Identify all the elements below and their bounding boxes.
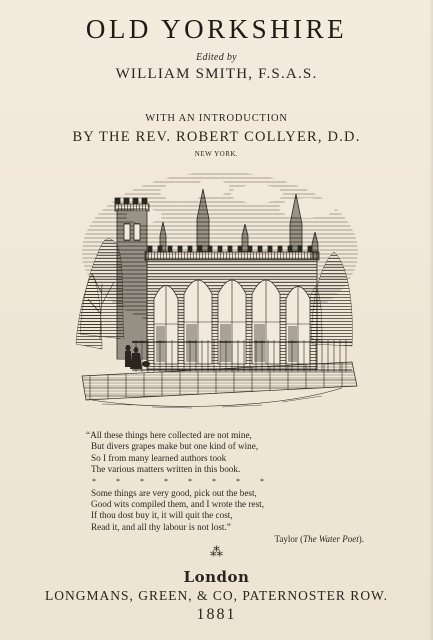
edited-by-label: Edited by	[196, 52, 237, 63]
book-title: OLD YORKSHIRE	[85, 14, 348, 44]
imprint-year: 1881	[196, 606, 237, 623]
introduction-line: WITH AN INTRODUCTION	[145, 113, 288, 124]
introduction-author: BY THE REV. ROBERT COLLYER, D.D.	[72, 129, 361, 145]
editor-name: WILLIAM SMITH, F.S.A.S.	[115, 66, 318, 82]
attribution-name: Taylor (	[274, 534, 304, 545]
attribution-end: ).	[358, 534, 364, 545]
imprint-publisher: LONGMANS, GREEN, & CO, PATERNOSTER ROW.	[45, 588, 388, 603]
poem-separator: * * * * * * * *	[92, 476, 273, 486]
poem-line: Some things are very good, pick out the best,	[91, 487, 257, 498]
attribution-work: The Water Poet	[303, 534, 359, 545]
epigraph-poem	[86, 430, 376, 546]
introduction-place: NEW YORK.	[194, 150, 239, 158]
imprint-city: London	[183, 568, 250, 586]
poem-line: So I from many learned authors took	[91, 452, 227, 463]
poem-line: Read it, and all thy labour is not lost.”	[91, 521, 231, 532]
page-edge-shadow	[429, 0, 433, 640]
poem-line: The various matters written in this book.	[91, 464, 241, 475]
poem-line: “All these things here collected are not mine,	[86, 430, 252, 440]
poem-line: But divers grapes make but one kind of wine,	[91, 441, 259, 452]
poem-line: If thou dost buy it, it will quit the cost,	[91, 510, 233, 521]
asterism-ornament: ⁂	[210, 544, 223, 559]
chapel-engraving	[72, 164, 362, 414]
poem-line: Good wits compiled them, and I wrote the rest,	[91, 499, 264, 510]
